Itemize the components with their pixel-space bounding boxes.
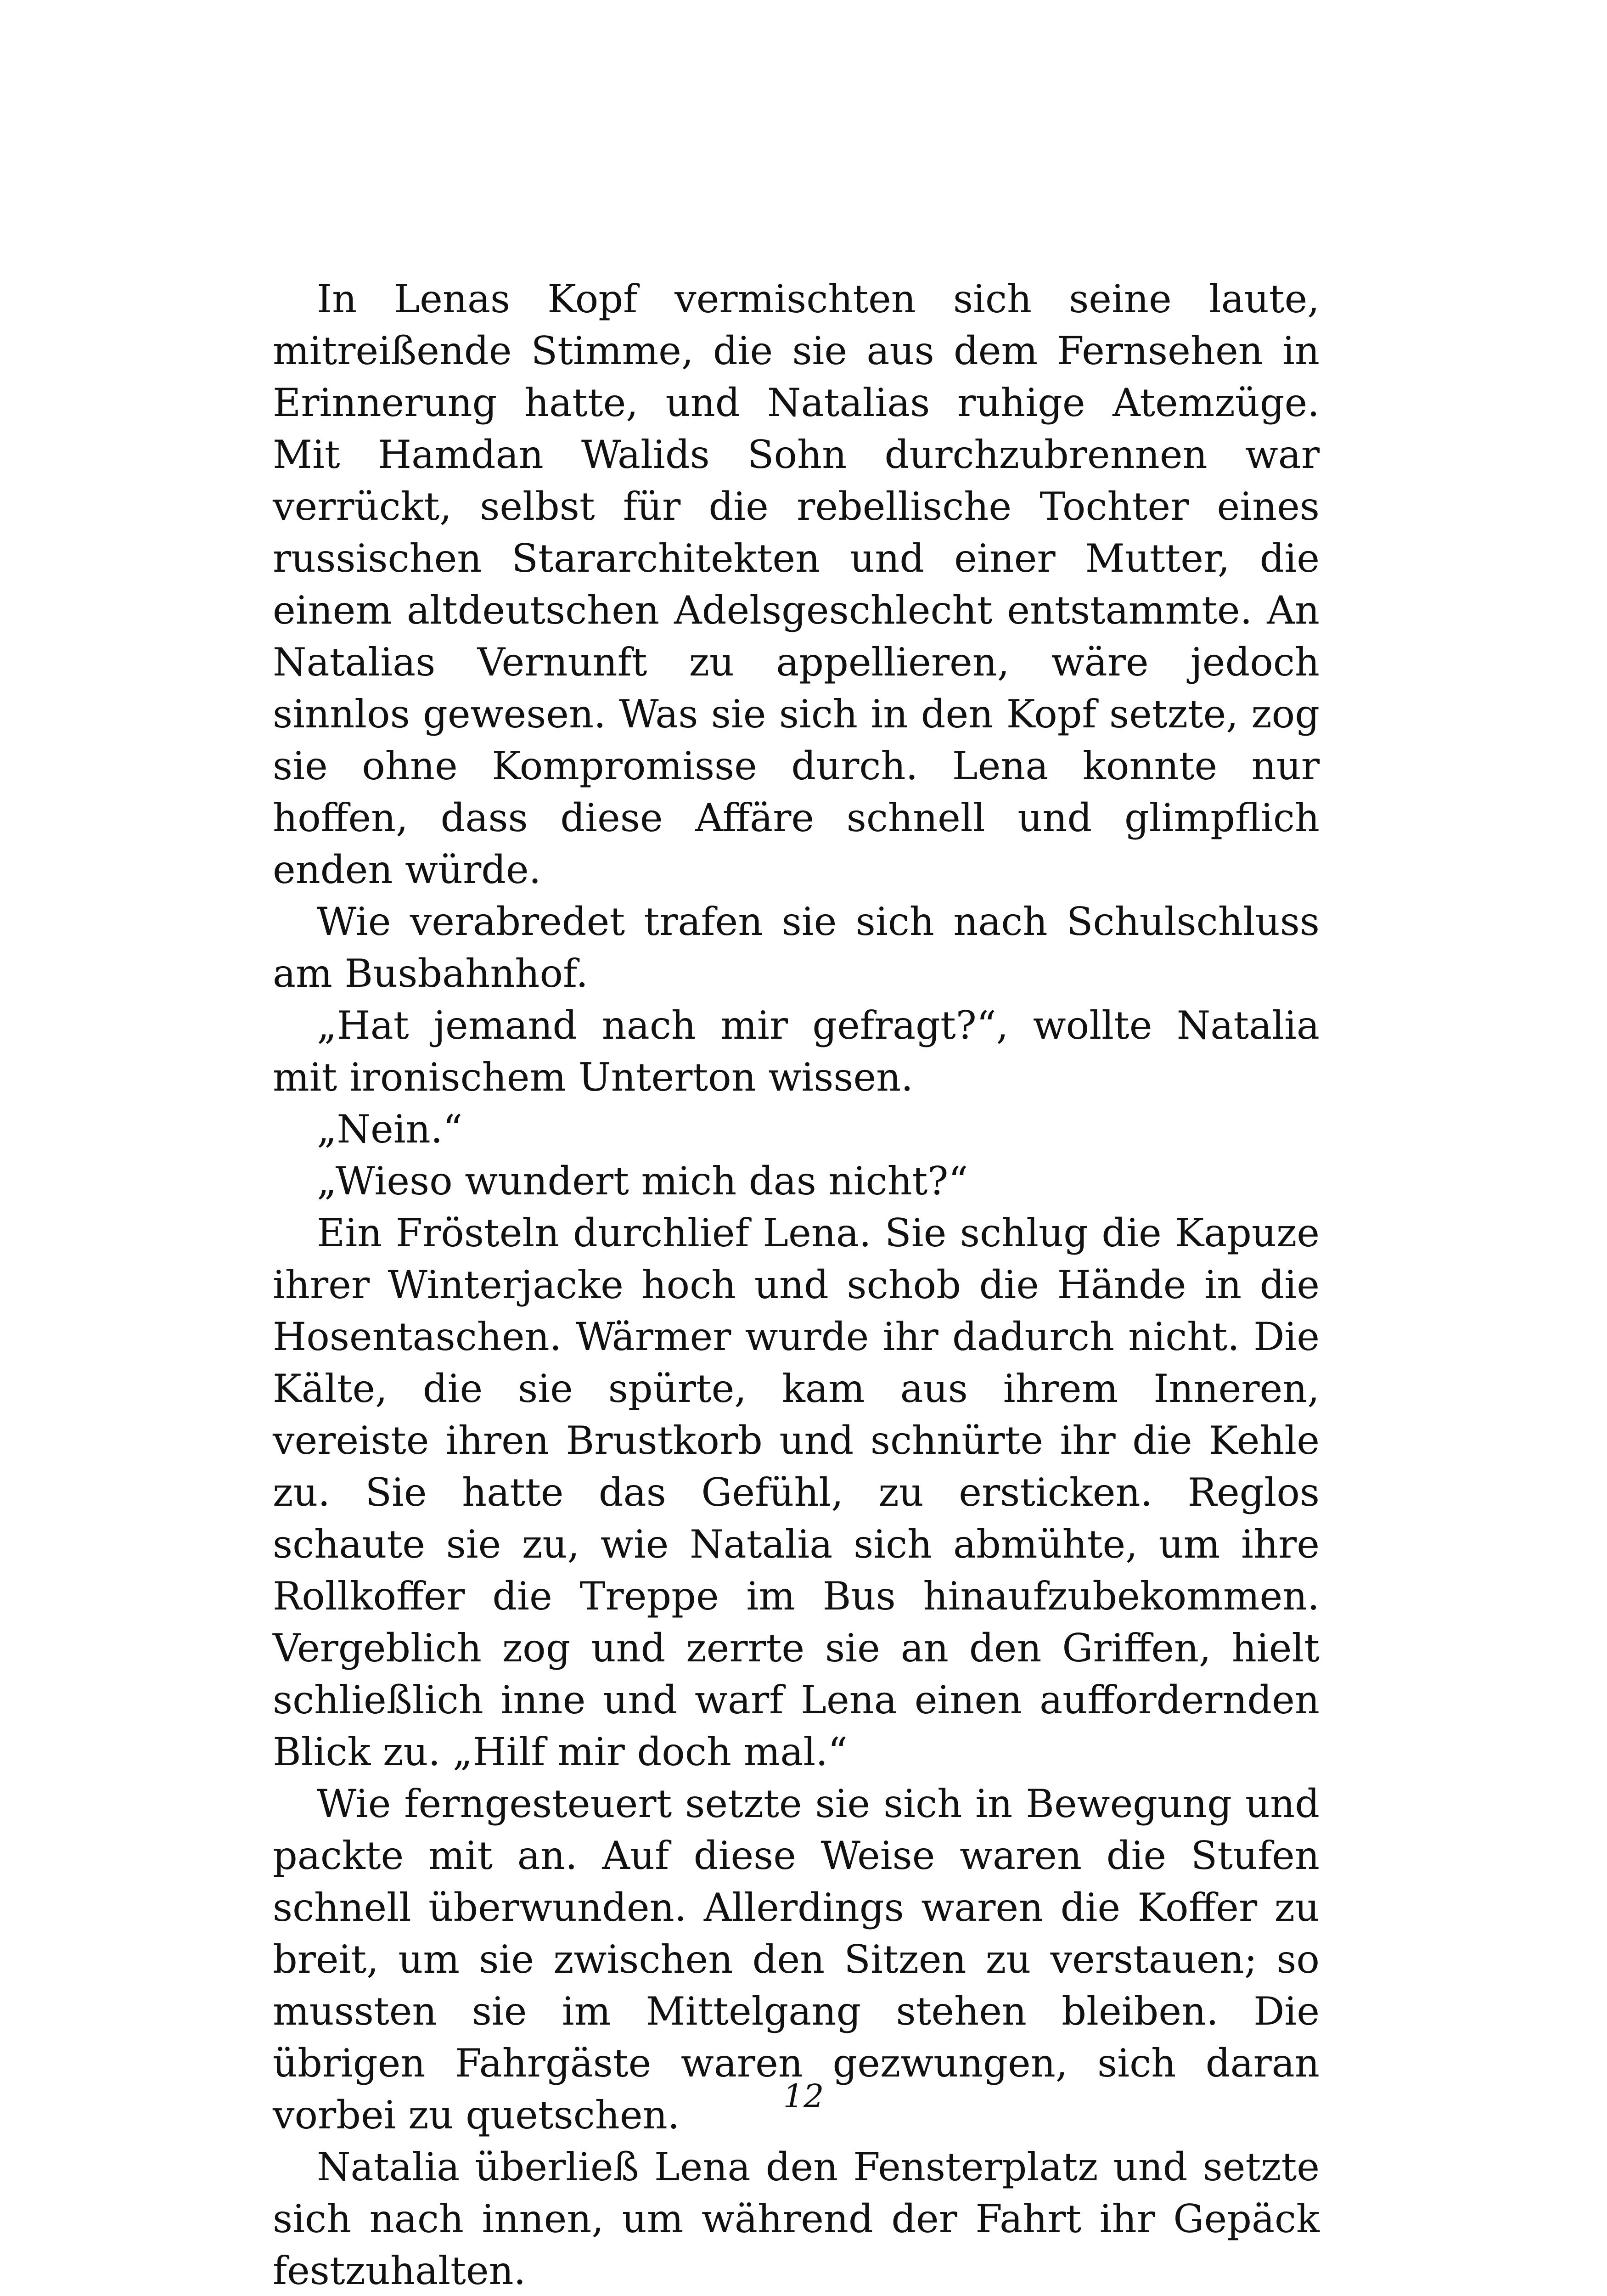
- paragraph: „Wieso wundert mich das nicht?“: [317, 1159, 968, 1204]
- paragraph: „Hat jemand nach mir gefragt?“, wollte Natalia mit ironischem Unterton wissen.: [273, 1003, 1320, 1100]
- paragraph: „Nein.“: [317, 1107, 463, 1152]
- paragraph: Wie ferngesteuert setzte sie sich in Bewegung und packte mit an. Auf diese Weise waren die Stufen schnell überwunden. Allerdings waren die Koffer zu breit, um sie zwischen den Sitzen zu verstauen; so mussten sie im Mittelgang stehen bleiben. Die übrigen Fahrgäste waren gezwungen, sich daran vorbei zu quetschen.: [273, 1781, 1320, 2138]
- page-number: 12: [783, 2077, 824, 2115]
- paragraph: Wie verabredet trafen sie sich nach Schulschluss am Busbahnhof.: [273, 899, 1320, 996]
- paragraph: Natalia überließ Lena den Fensterplatz und setzte sich nach innen, um während der Fahrt ihr Gepäck festzuhalten.: [273, 2144, 1320, 2293]
- page-body-text: [273, 273, 1320, 2296]
- paragraph: Ein Frösteln durchlief Lena. Sie schlug die Kapuze ihrer Winterjacke hoch und schob die Hände in die Hosentaschen. Wärmer wurde ihr dadurch nicht. Die Kälte, die sie spürte, kam aus ihrem Inneren, vereiste ihren Brustkorb und schnürte ihr die Kehle zu. Sie hatte das Gefühl, zu ersticken. Reglos schaute sie zu, wie Natalia sich abmühte, um ihre Rollkoffer die Treppe im Bus hinaufzubekommen. Vergeblich zog und zerrte sie an den Griffen, hielt schließlich inne und warf Lena einen auffordernden Blick zu. „Hilf mir doch mal.“: [273, 1210, 1320, 1774]
- paragraph: In Lenas Kopf vermischten sich seine laute, mitreißende Stimme, die sie aus dem Fernsehen in Erinnerung hatte, und Natalias ruhige Atemzüge. Mit Hamdan Walids Sohn durchzubrennen war verrückt, selbst für die rebellische Tochter eines russischen Stararchitekten und einer Mutter, die einem altdeutschen Adelsgeschlecht entstammte. An Natalias Vernunft zu appellieren, wäre jedoch sinnlos gewesen. Was sie sich in den Kopf setzte, zog sie ohne Kompromisse durch. Lena konnte nur hoffen, dass diese Affäre schnell und glimpflich enden würde.: [273, 276, 1320, 892]
